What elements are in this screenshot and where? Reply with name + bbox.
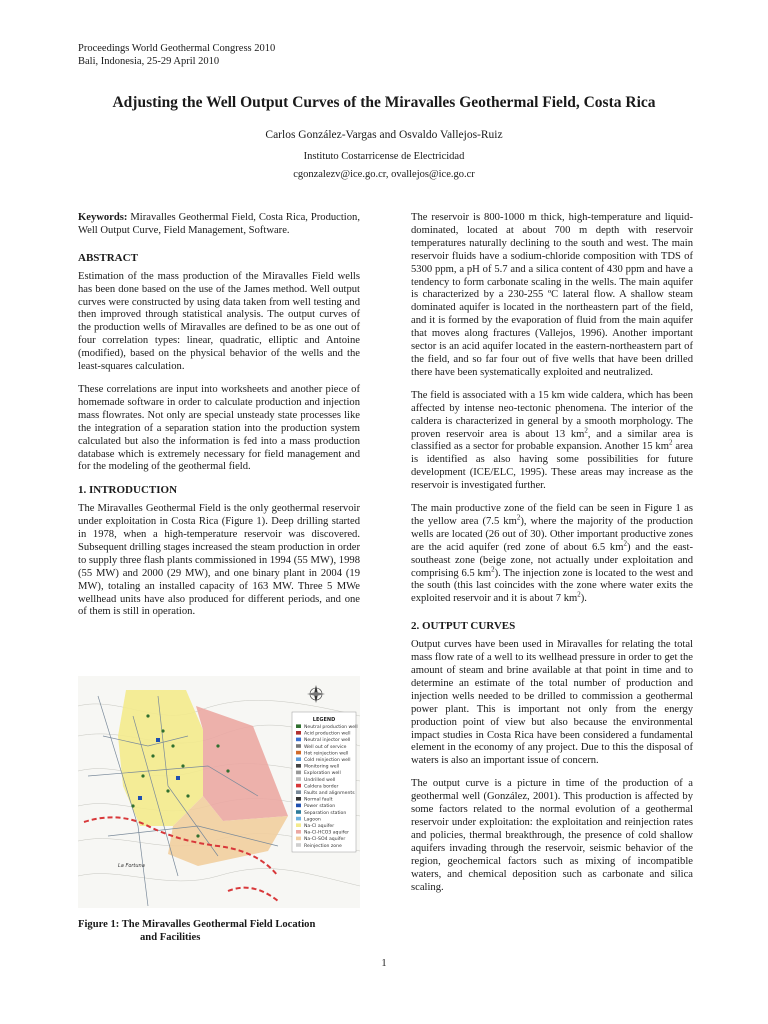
caldera-paragraph: The field is associated with a 15 km wide caldera, which has been affected by intense neo-tectonic phenomena. The interior of the caldera is characterized in general by a smooth morphology. The proven reservoir area is about 13 $km^2$, and a similar area is classified as a sector for probable expansion. Another 15 $km^2$ area is identified as also having some possibilities for future development (ICE/ELC, 1995). These areas may increase as the reservoir is investigated further. [411, 389, 694, 492]
legend-swatch [296, 843, 301, 847]
keywords-text: Miravalles Geothermal Field, Costa Rica, Production, Well Output Curve, Field Management, Software. [78, 212, 360, 236]
legend-item: Acid production well [304, 731, 351, 737]
legend-item: Lagoon [304, 817, 321, 823]
figure-1-map [78, 676, 360, 908]
legend-swatch [296, 817, 301, 821]
legend-swatch [296, 738, 301, 742]
caption-line-2: and Facilities [140, 932, 201, 943]
output-curves-heading: 2. OUTPUT CURVES [411, 620, 516, 633]
legend-swatch [296, 830, 301, 834]
affiliation: Instituto Costarricense de Electricidad [303, 151, 465, 162]
author-emails: cgonzalezv@ice.go.cr, ovallejos@ice.go.cr [293, 169, 475, 180]
abstract-paragraph-1: Estimation of the mass production of the Miravalles Field wells has been done based on the use of the James method. Well output curves were constructed by using data taken from well testing and then improved through statistical analysis. The output curves of the production wells of Miravalles are defined to be as one out of four correlation types: linear, quadratic, elliptic and Antoine (modified), based on the physical behavior of the wells and the least-squares calculation. [78, 270, 360, 373]
left-column [78, 212, 360, 629]
legend-swatch [296, 837, 301, 841]
place-label: La Fortuna [118, 863, 145, 869]
abstract-paragraph-2: These correlations are input into worksheets and another piece of homemade software in order to calculate production and injection mass flowrates. Not only are special unsteady state processes like the integration of a separation station into the production system calculated but also the information is fed into a mass production database which is extremely necessary for field management and for the modeling of the geothermal field. [78, 383, 360, 473]
legend-item: Na-Cl-SO4 aquifer [304, 837, 346, 843]
legend-item: Faults and alignments [304, 791, 355, 796]
legend-swatch [296, 751, 301, 755]
legend-swatch [296, 764, 301, 768]
legend-swatch [296, 804, 301, 808]
legend-item: Well out of service [304, 744, 347, 750]
keywords [78, 212, 360, 238]
conference-name: Proceedings World Geothermal Congress 2010 [78, 43, 276, 54]
authors: Carlos González-Vargas and Osvaldo Vallejos-Ruiz [265, 129, 503, 141]
output-curves-paragraph-2: The output curve is a picture in time of the production of a geothermal well (González, 2001). This production is affected by some factors related to the normal evolution of a geothermal reservoir under exploitation: the exploitation and reinjection rates and policies, thermal breakthrough, the presence of cold shallow aquifers invading through the reservoir, seismic behavior of the region, geochemical factors such as mixing of incompatible waters, and chemical deposition such as carbonate and silica scaling. [411, 778, 693, 893]
productive-zone-paragraph: The main productive zone of the field can be seen in Figure 1 as the yellow area (7.5 $km^2$), where the majority of the production wells are located (26 out of 30). Other important productive zones are the acid aquifer (red zone of about 6.5 $km^2$) and the east-southeast zone (beige zone, not actually under exploitation and comprising 6.5 $km^2$). The injection zone is located to the west and the south (this last coincides with the zone where water exits the exploited reservoir and it is about 7 $km^2$). [411, 503, 693, 605]
legend-swatch [296, 797, 301, 801]
output-curves-paragraph-1: Output curves have been used in Miravalles for relating the total mass flow rate of a well to its wellhead pressure in order to get the amount of steam and brine available at that point in time and to determine an estimate of the total number of production and injection wells needed to be drilled to commission a geothermal power plant. This is important not only from the energy production point of view but also because the environmental impact studies in Costa Rica have been considered a fundamental element in the economy of any project. Due to this the disposal of waters is also an important issue of concern. [411, 639, 693, 767]
paper-title: Adjusting the Well Output Curves of the Miravalles Geothermal Field, Costa Rica [112, 94, 656, 111]
map-legend [292, 712, 358, 852]
legend-item: Separation station [304, 810, 347, 816]
conference-location: Bali, Indonesia, 25-29 April 2010 [78, 56, 220, 67]
legend-item: Caldera border [304, 784, 339, 790]
legend-swatch [296, 777, 301, 781]
legend-swatch [296, 724, 301, 728]
legend-item: Exploration well [304, 771, 341, 777]
legend-item: Neutral injector well [304, 738, 351, 744]
field-map-svg [78, 676, 360, 908]
legend-swatch [296, 810, 301, 814]
legend-item: Undrilled well [304, 777, 336, 783]
legend-item: Normal fault [304, 797, 333, 803]
legend-swatch [296, 757, 301, 761]
reservoir-paragraph: The reservoir is 800-1000 m thick, high-temperature and liquid-dominated, located at about 700 m depth with reservoir temperatures naturally declining to the south and west. The main reservoir fluids have a sodium-chloride composition with TDS of 5300 ppm, a pH of 5.7 and a silica content of 430 ppm and have a tendency to form carbonate scaling in the wells. The main aquifer is characterized by a 230-255 ºC lateral flow. A shallow steam dominated aquifer is located in the northeastern part of the field, and it is formed by the evaporation of fluid from the main aquifer that moves along fractures (Vallejos, 1996). Another important sector is an acid aquifer located in the eastern-northeastern part of the field, and so far four out of five wells that have been drilled there have been systematically exploited and neutralized. [411, 212, 693, 378]
legend-item: Monitoring well [304, 764, 340, 770]
introduction-heading: 1. INTRODUCTION [78, 484, 178, 497]
legend-swatch [296, 771, 301, 775]
legend-item: Hot reinjection well [304, 751, 349, 757]
introduction-paragraph-1: The Miravalles Geothermal Field is the only geothermal reservoir under exploitation in Costa Rica (Figure 1). Deep drilling started in 1978, when a high-temperature reservoir was discovered. Subsequent drilling stages increased the steam production in order to supply three flash plants commissioned in 1994 (55 MW), 1998 (55 MW) and 2000 (29 MW), and one binary plant in 2004 (19 MW), totaling an installed capacity of 163 MW. Three 5 MWe wellhead units have also produced for different periods, and one of them is still in operation. [78, 503, 360, 618]
legend-swatch [296, 823, 301, 827]
keywords-label: Keywords: [78, 212, 128, 223]
legend-item: Na-Cl-HCO3 aquifer [304, 830, 349, 836]
legend-swatch [296, 790, 301, 794]
right-column [411, 212, 693, 904]
legend-item: Reinjection zone [304, 843, 342, 849]
caption-line-1: Figure 1: The Miravalles Geothermal Field Location [78, 919, 316, 930]
legend-item: Cold reinjection well [304, 758, 351, 763]
legend-item: Na-Cl aquifer [304, 824, 335, 829]
page-number: 1 [381, 958, 387, 969]
figure-1-caption [78, 918, 360, 944]
legend-swatch [296, 731, 301, 735]
legend-title: LEGEND [312, 717, 336, 723]
abstract-heading: ABSTRACT [78, 251, 138, 264]
legend-item: Neutral production well [304, 725, 358, 730]
running-header [78, 42, 275, 68]
legend-swatch [296, 744, 301, 748]
legend-item: Power station [304, 804, 336, 810]
legend-swatch [296, 784, 301, 788]
